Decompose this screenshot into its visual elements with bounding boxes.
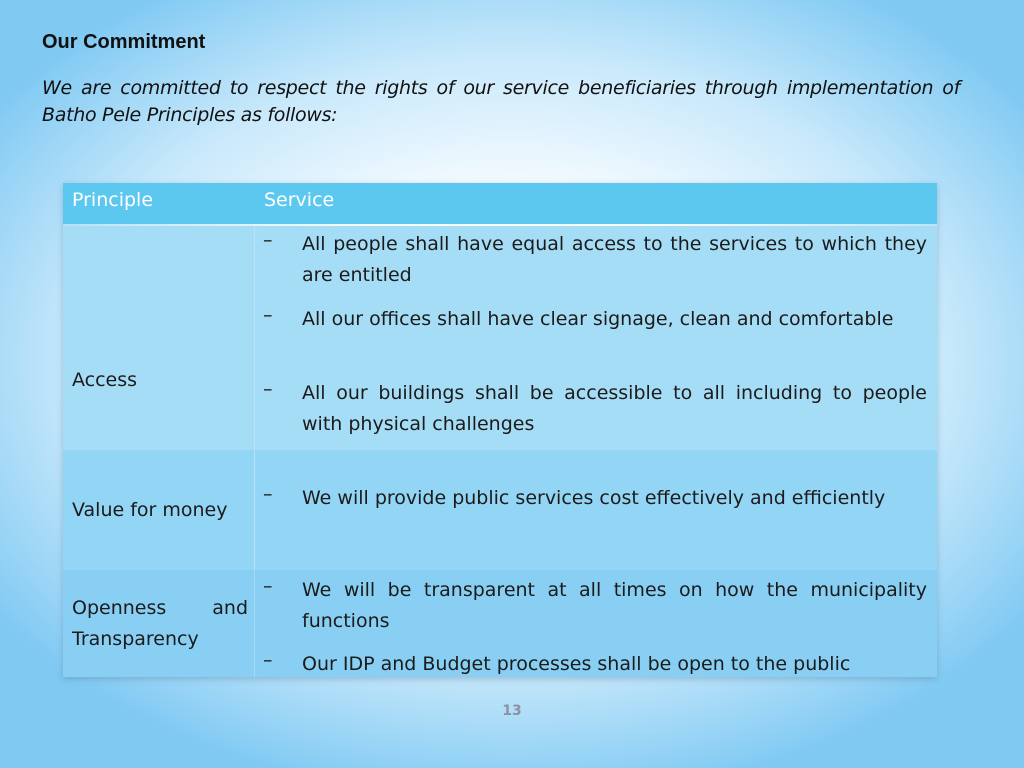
service-text: All our buildings shall be accessible to all including to people with physical challenges (302, 382, 927, 435)
service-item (263, 304, 926, 366)
service-item (263, 649, 926, 680)
dash-bullet: – (263, 483, 273, 505)
dash-bullet: – (263, 304, 273, 326)
dash-bullet: – (263, 649, 273, 671)
service-text: We will be transparent at all times on how the municipality functions (302, 579, 927, 632)
page-number: 13 (502, 703, 522, 719)
service-item (263, 229, 926, 291)
dash-bullet: – (263, 229, 273, 251)
header-principle: Principle (72, 189, 154, 211)
header-service: Service (264, 189, 335, 211)
service-text: Our IDP and Budget processes shall be open to the public (302, 653, 851, 675)
principle-label: Access (72, 369, 138, 391)
service-item (263, 378, 926, 440)
principle-cell (63, 570, 255, 677)
service-text: All our offices shall have clear signage, clean and comfortable (302, 308, 894, 330)
service-item (263, 575, 926, 637)
service-text: We will provide public services cost effectively and efficiently (302, 487, 886, 509)
dash-bullet: – (263, 575, 273, 597)
principle-label: Value for money (72, 499, 228, 521)
table-header (63, 183, 937, 224)
dash-bullet: – (263, 378, 273, 400)
service-item (263, 483, 926, 545)
principle-cell (63, 450, 255, 570)
principle-label: Openness and Transparency (72, 597, 248, 650)
principles-table (63, 183, 937, 677)
intro-paragraph: We are committed to respect the rights of our service beneficiaries through implementation of Batho Pele Principles as follows: (42, 77, 960, 126)
page-title: Our Commitment (42, 31, 206, 53)
service-text: All people shall have equal access to the services to which they are entitled (302, 233, 927, 286)
